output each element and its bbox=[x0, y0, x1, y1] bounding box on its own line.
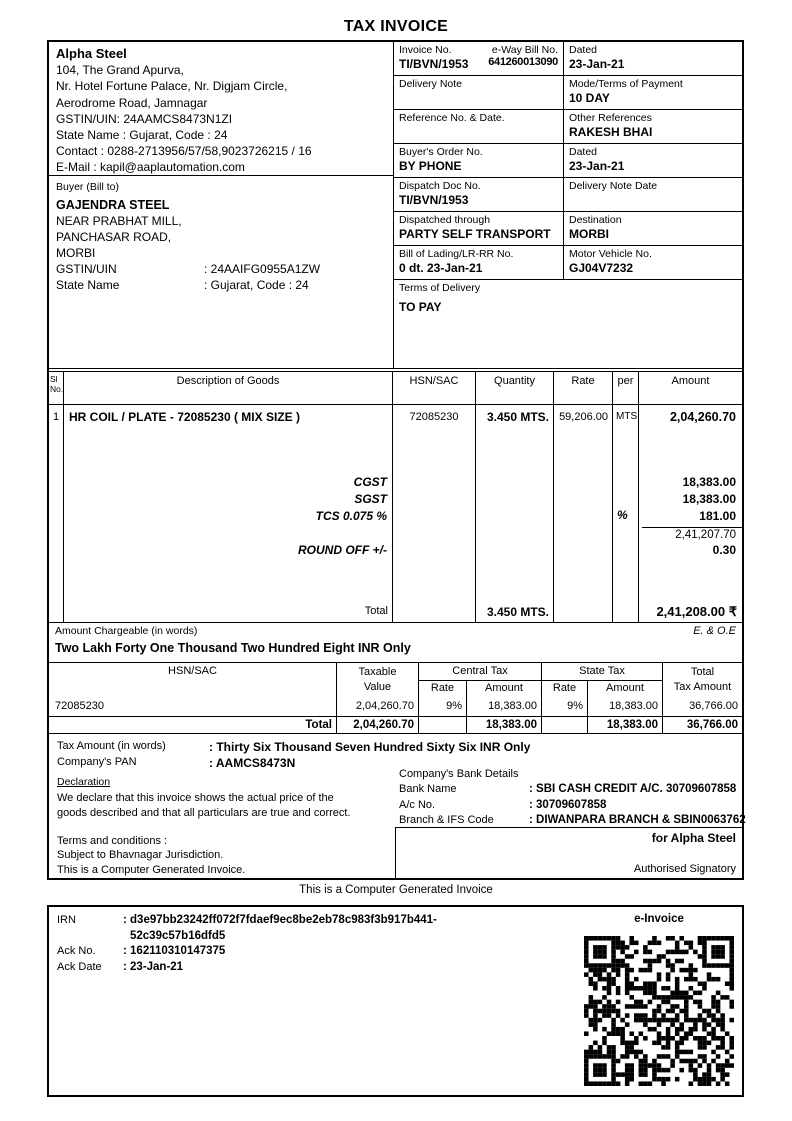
signature-box bbox=[395, 827, 743, 879]
invoice-no-value: TI/BVN/1953 bbox=[399, 57, 469, 71]
account-no-value: : 30709607858 bbox=[529, 798, 607, 811]
charge-amount-sgst: 18,383.00 bbox=[682, 492, 736, 506]
tax-total-amount: 36,766.00 bbox=[689, 699, 738, 712]
tax-total-label: Total bbox=[49, 717, 337, 734]
cell-hsn bbox=[393, 405, 476, 603]
cell-amount bbox=[639, 405, 742, 603]
item-hsn: 72085230 bbox=[409, 411, 459, 423]
buyers-order-label: Buyer's Order No. bbox=[399, 146, 483, 158]
tax-total-row bbox=[49, 716, 742, 734]
einvoice-label: e-Invoice bbox=[634, 913, 684, 925]
terms-title: Terms and conditions : bbox=[57, 834, 168, 847]
eway-bill-label: e-Way Bill No. bbox=[491, 44, 558, 56]
irn-value-line2: 52c39c57b16dfd5 bbox=[130, 929, 226, 942]
dispatched-through-label: Dispatched through bbox=[399, 214, 491, 226]
seller-address-line: Nr. Hotel Fortune Palace, Nr. Digjam Circle, bbox=[56, 79, 288, 94]
invoice-no-cell bbox=[394, 42, 564, 75]
state-rate-header: Rate bbox=[542, 681, 588, 698]
detail-row bbox=[394, 246, 742, 280]
terms-line: Subject to Bhavnagar Jurisdiction. bbox=[57, 849, 224, 861]
tax-central-rate: 9% bbox=[419, 698, 467, 716]
branch-ifs-value: : DIWANPARA BRANCH & SBIN0063762 bbox=[529, 814, 746, 826]
seller-block bbox=[49, 42, 393, 176]
buyer-gstin-row bbox=[56, 261, 386, 277]
seller-name: Alpha Steel bbox=[56, 46, 127, 61]
bank-name-value: : SBI CASH CREDIT A/C. 30709607858 bbox=[529, 783, 737, 795]
detail-row bbox=[394, 178, 742, 212]
destination-value: MORBI bbox=[569, 227, 609, 241]
dated-value: 23-Jan-21 bbox=[569, 57, 625, 71]
payment-terms-value: 10 DAY bbox=[569, 91, 610, 105]
qr-code bbox=[584, 936, 734, 1086]
goods-total-row bbox=[49, 603, 742, 623]
dispatch-doc-label: Dispatch Doc No. bbox=[399, 180, 481, 192]
terms-of-delivery-value: TO PAY bbox=[399, 300, 442, 314]
cell-quantity bbox=[476, 405, 554, 603]
seller-state: State Name : Gujarat, Code : 24 bbox=[56, 128, 228, 143]
order-dated-value: 23-Jan-21 bbox=[569, 159, 625, 173]
cell-rate bbox=[554, 405, 613, 603]
account-no-label: A/c No. bbox=[399, 798, 436, 811]
invoice-details-grid bbox=[394, 42, 742, 368]
destination-label: Destination bbox=[569, 214, 622, 226]
other-references-value: RAKESH BHAI bbox=[569, 125, 653, 139]
seller-email: E-Mail : kapil@aaplautomation.com bbox=[56, 160, 245, 175]
tax-words-value: : Thirty Six Thousand Seven Hundred Sixty Six INR Only bbox=[209, 739, 531, 754]
buyer-address-line: MORBI bbox=[56, 246, 96, 260]
delivery-note-label: Delivery Note bbox=[399, 78, 463, 90]
amount-words-value: Two Lakh Forty One Thousand Two Hundred Eight INR Only bbox=[55, 641, 411, 655]
ack-date-label: Ack Date bbox=[57, 960, 102, 973]
subtotal-amount: 2,41,207.70 bbox=[675, 529, 736, 541]
page-title: TAX INVOICE bbox=[343, 18, 449, 35]
detail-row bbox=[394, 110, 742, 144]
payment-terms-label: Mode/Terms of Payment bbox=[569, 78, 683, 90]
tcs-percent-sign: % bbox=[617, 508, 628, 522]
subtotal-rule bbox=[642, 527, 742, 528]
eway-bill-value: 641260013090 bbox=[488, 56, 558, 68]
terms-line: This is a Computer Generated Invoice. bbox=[57, 863, 246, 876]
buyer-state-label: State Name bbox=[56, 278, 120, 292]
ack-no-value: : 162110310147375 bbox=[123, 945, 226, 957]
item-amount: 2,04,260.70 bbox=[669, 410, 736, 424]
goods-table-header bbox=[49, 371, 742, 405]
delivery-note-date-label: Delivery Note Date bbox=[569, 180, 658, 192]
pan-label: Company's PAN bbox=[57, 755, 137, 768]
dated-label: Dated bbox=[569, 44, 598, 56]
pan-row bbox=[57, 756, 295, 770]
detail-row bbox=[394, 42, 742, 76]
charge-amount-cgst: 18,383.00 bbox=[682, 475, 736, 489]
tax-total-taxable: 2,04,260.70 bbox=[337, 717, 419, 734]
tax-taxable: 2,04,260.70 bbox=[337, 698, 419, 716]
central-rate-header: Rate bbox=[419, 681, 467, 698]
charge-label-tcs: TCS 0.075 % bbox=[315, 509, 387, 523]
detail-row bbox=[394, 76, 742, 110]
charge-amount-tcs: 181.00 bbox=[699, 509, 736, 523]
tax-state-rate: 9% bbox=[542, 698, 588, 716]
buyer-address-line: PANCHASAR ROAD, bbox=[56, 230, 172, 244]
for-company-label: for Alpha Steel bbox=[651, 830, 736, 845]
col-header-description: Description of Goods bbox=[64, 372, 393, 404]
tax-central-amount: 18,383.00 bbox=[467, 698, 542, 716]
top-section bbox=[49, 42, 742, 369]
buyer-block bbox=[49, 176, 393, 368]
seller-gstin: GSTIN/UIN: 24AAMCS8473N1ZI bbox=[56, 111, 233, 126]
item-per: MTS. bbox=[616, 411, 640, 422]
amount-words-label: Amount Chargeable (in words) bbox=[55, 625, 198, 637]
tax-grand-total: 36,766.00 bbox=[686, 718, 738, 731]
eoe-note: E. & O.E bbox=[693, 625, 736, 637]
tax-col-hsn: HSN/SAC bbox=[49, 663, 337, 698]
buyer-state-value: : Gujarat, Code : 24 bbox=[204, 278, 309, 292]
other-references-label: Other References bbox=[569, 112, 652, 124]
col-header-hsn: HSN/SAC bbox=[393, 372, 476, 404]
dispatched-through-value: PARTY SELF TRANSPORT bbox=[399, 227, 551, 241]
invoice-main-box bbox=[47, 40, 744, 880]
tax-total-state-amount: 18,383.00 bbox=[588, 717, 663, 734]
cell-description bbox=[64, 405, 393, 603]
tax-table-header bbox=[49, 663, 742, 698]
terms-of-delivery-label: Terms of Delivery bbox=[399, 282, 481, 294]
buyers-order-value: BY PHONE bbox=[399, 159, 462, 173]
terms-conditions-block bbox=[57, 834, 245, 878]
party-column bbox=[49, 42, 394, 368]
bill-of-lading-value: 0 dt. 23-Jan-21 bbox=[399, 261, 483, 275]
footer-section bbox=[49, 734, 746, 879]
ack-date-value: : 23-Jan-21 bbox=[123, 960, 184, 973]
charge-label-sgst: SGST bbox=[354, 492, 387, 506]
tax-col-central: Central Tax Rate Amount bbox=[419, 663, 542, 698]
buyer-state-row bbox=[56, 277, 386, 293]
tax-hsn: 72085230 bbox=[49, 698, 337, 716]
dated-cell bbox=[564, 42, 742, 75]
tax-col-total: Total Tax Amount bbox=[673, 665, 732, 693]
tax-col-state: State Tax Rate Amount bbox=[542, 663, 663, 698]
central-amount-header: Amount bbox=[485, 681, 523, 694]
tax-words-row bbox=[57, 740, 530, 754]
order-dated-label: Dated bbox=[569, 146, 598, 158]
cell-sl bbox=[49, 405, 64, 603]
tax-total-state-rate bbox=[542, 717, 588, 734]
item-sl: 1 bbox=[52, 411, 60, 423]
irn-box bbox=[47, 905, 744, 1097]
goods-total-label: Total bbox=[364, 605, 388, 617]
tax-words-label: Tax Amount (in words) bbox=[57, 739, 166, 752]
declaration-text: We declare that this invoice shows the actual price of the goods described and that all particulars are true and correct. bbox=[57, 791, 351, 819]
col-header-per: per bbox=[613, 372, 639, 404]
tax-summary-table bbox=[49, 663, 742, 734]
col-header-amount: Amount bbox=[671, 375, 710, 387]
branch-ifs-label: Branch & IFS Code bbox=[399, 814, 494, 826]
buyer-name: GAJENDRA STEEL bbox=[56, 198, 170, 212]
bank-details-title: Company's Bank Details bbox=[399, 767, 519, 780]
col-header-rate: Rate bbox=[554, 372, 613, 404]
buyer-gstin-value: : 24AAIFG0955A1ZW bbox=[204, 262, 321, 276]
tax-col-taxable: Taxable Value bbox=[337, 663, 419, 698]
goods-table-body bbox=[49, 405, 742, 603]
item-rate: 59,206.00 bbox=[559, 411, 608, 423]
goods-total-amount: 2,41,208.00 ₹ bbox=[656, 604, 737, 619]
terms-of-delivery-cell bbox=[394, 280, 742, 368]
round-off-amount: 0.30 bbox=[712, 543, 736, 557]
detail-row bbox=[394, 144, 742, 178]
round-off-label: ROUND OFF +/- bbox=[298, 543, 387, 557]
tax-total-central-amount: 18,383.00 bbox=[467, 717, 542, 734]
motor-vehicle-value: GJ04V7232 bbox=[569, 261, 634, 275]
goods-total-quantity: 3.450 MTS. bbox=[486, 605, 549, 619]
seller-address-line: 104, The Grand Apurva, bbox=[56, 63, 184, 78]
seller-contact: Contact : 0288-2713956/57/58,9023726215 / 16 bbox=[56, 144, 312, 159]
tax-state-amount: 18,383.00 bbox=[588, 698, 663, 716]
bill-of-lading-label: Bill of Lading/LR-RR No. bbox=[399, 248, 514, 260]
col-header-quantity: Quantity bbox=[476, 372, 554, 404]
invoice-no-label: Invoice No. bbox=[399, 44, 452, 56]
seller-address-line: Aerodrome Road, Jamnagar bbox=[56, 95, 208, 110]
charge-label-cgst: CGST bbox=[353, 475, 387, 489]
motor-vehicle-label: Motor Vehicle No. bbox=[569, 248, 652, 260]
item-description: HR COIL / PLATE - 72085230 ( MIX SIZE ) bbox=[69, 410, 300, 424]
col-header-sl: Sl No. bbox=[49, 372, 64, 404]
state-amount-header: Amount bbox=[606, 681, 644, 694]
detail-row bbox=[394, 212, 742, 246]
reference-label: Reference No. & Date. bbox=[399, 112, 505, 124]
pan-value: : AAMCS8473N bbox=[209, 755, 296, 770]
dispatch-doc-value: TI/BVN/1953 bbox=[399, 193, 469, 207]
buyer-gstin-label: GSTIN/UIN bbox=[56, 262, 117, 276]
irn-label: IRN bbox=[57, 914, 76, 926]
tax-data-row bbox=[49, 698, 742, 716]
irn-value-line1: : d3e97bb23242ff072f7fdaef9ec8be2eb78c983f3b917b441- bbox=[123, 914, 437, 926]
item-quantity: 3.450 MTS. bbox=[486, 410, 549, 424]
cell-per bbox=[613, 405, 639, 603]
declaration-title: Declaration bbox=[57, 775, 111, 788]
authorised-signatory-label: Authorised Signatory bbox=[633, 863, 736, 875]
ack-no-label: Ack No. bbox=[57, 945, 96, 957]
bank-details-block bbox=[399, 767, 746, 829]
buyer-section-label: Buyer (Bill to) bbox=[56, 181, 120, 193]
bank-name-label: Bank Name bbox=[399, 783, 457, 795]
buyer-address-line: NEAR PRABHAT MILL, bbox=[56, 214, 182, 228]
tax-total-central-rate bbox=[419, 717, 467, 734]
computer-generated-note: This is a Computer Generated Invoice bbox=[299, 884, 493, 896]
amount-words-section bbox=[49, 623, 742, 663]
